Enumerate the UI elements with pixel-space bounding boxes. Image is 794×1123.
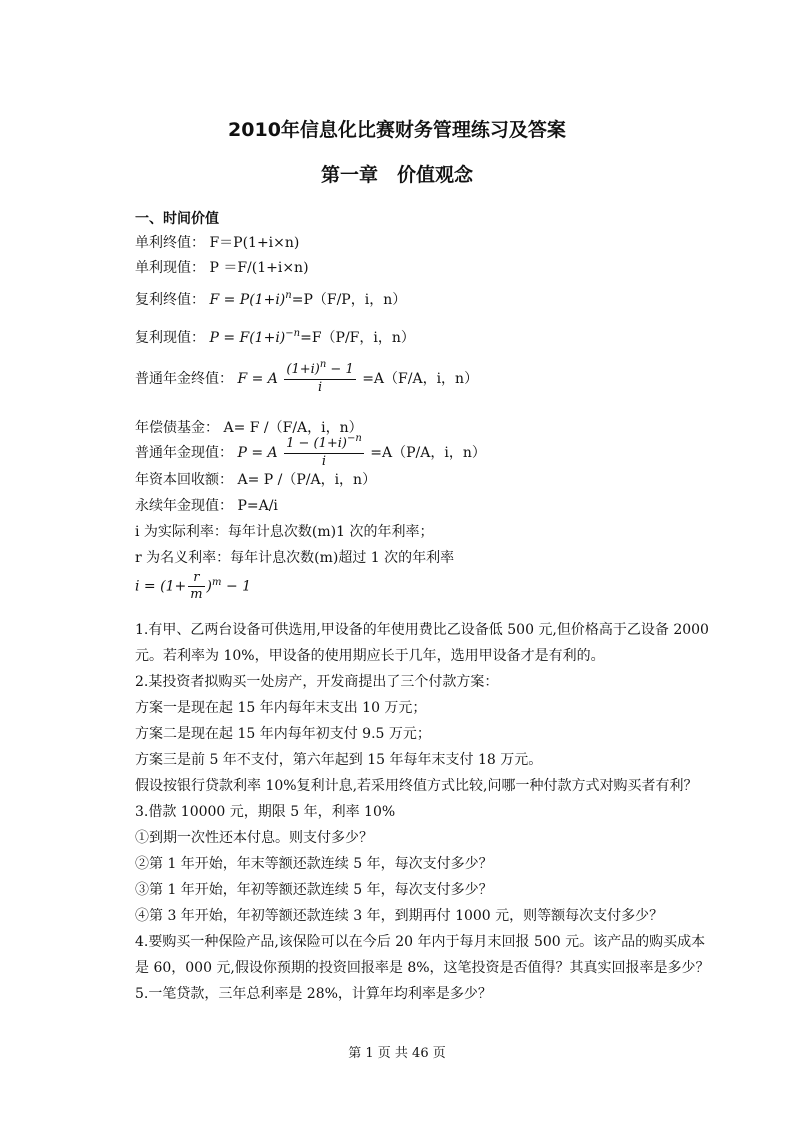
formula-exponent: −n	[285, 328, 301, 339]
formula-label: 复利终值：	[135, 292, 205, 308]
capital-recovery-formula	[135, 470, 376, 490]
simple-pv-formula	[135, 258, 309, 278]
page-footer: 第 1 页 共 46 页	[348, 1046, 446, 1061]
formula-expression: P=A/i	[237, 498, 278, 514]
formula-rhs: =F（P/F，i，n）	[300, 330, 415, 346]
problem-line: 假设按银行贷款利率 10%复利计息,若采用终值方式比较,问哪一种付款方式对购买者有利？	[135, 778, 698, 794]
document-title: 2010年信息化比赛财务管理练习及答案	[228, 119, 566, 141]
annuity-fv-formula	[135, 359, 479, 396]
formula-label: 单利现值：	[135, 260, 205, 276]
formula-lhs: F = P	[209, 292, 250, 308]
numerator-exponent: n	[319, 359, 327, 370]
formula-base: (1+i)	[249, 330, 286, 346]
fraction-numerator	[284, 359, 355, 380]
formula-exponent: m	[212, 576, 222, 588]
nominal-rate-note: r 为名义利率：每年计息次数(m)超过 1 次的年利率	[135, 550, 455, 566]
problem-line: 方案二是现在起 15 年内每年初支付 9.5 万元；	[135, 726, 431, 742]
fraction-denominator: i	[317, 380, 323, 395]
perpetuity-formula	[135, 496, 278, 516]
problem-line: 方案一是现在起 15 年内每年末支出 10 万元；	[135, 700, 427, 716]
fraction	[188, 570, 204, 603]
problem-line: 是 60，000 元,假设你预期的投资回报率是 8%，这笔投资是否值得？其真实回报率是多少？	[135, 960, 710, 976]
formula-tail: − 1	[221, 578, 252, 595]
problem-line: ①到期一次性还本付息。则支付多少？	[135, 830, 373, 846]
numerator-base: (1+i)	[286, 362, 320, 377]
rate-conversion-formula: i = (1+ $\frac{r}{m}$ )$^m$ − 1	[135, 570, 252, 602]
fraction-denominator: m	[190, 587, 203, 602]
fraction-denominator: i	[321, 454, 327, 469]
section-heading: 一、时间价值	[135, 211, 219, 227]
problem-line: 方案三是前 5 年不支付，第六年起到 15 年每年末支付 18 万元。	[135, 752, 543, 768]
fraction-numerator: r	[188, 570, 204, 587]
formula-label: 普通年金终值：	[135, 371, 233, 387]
annuity-pv-formula	[135, 433, 486, 470]
effective-rate-note: i 为实际利率：每年计息次数(m)1 次的年利率；	[135, 524, 434, 540]
formula-expression: P ＝F/(1+i×n)	[209, 260, 309, 276]
fraction	[284, 359, 355, 396]
numerator-head: 1 − (1+i)	[286, 436, 347, 451]
formula-label: 复利现值：	[135, 330, 205, 346]
formula-expression: A= P /（P/A，i，n）	[237, 472, 377, 488]
formula-exponent: n	[285, 290, 292, 301]
formula-rhs: =A（P/A，i，n）	[370, 445, 486, 461]
fraction	[284, 433, 364, 470]
formula-label: 年偿债基金：	[135, 420, 219, 436]
formula-expression: F＝P(1+i×n)	[209, 235, 300, 251]
formula-rhs: =A（F/A，i，n）	[362, 371, 479, 387]
problem-line: 2.某投资者拟购买一处房产，开发商提出了三个付款方案：	[135, 674, 499, 690]
problem-line: 元。若利率为 10%，甲设备的使用期应长于几年，选用甲设备才是有利的。	[135, 648, 605, 664]
problem-line: 4.要购买一种保险产品,该保险可以在今后 20 年内于每月末回报 500 元。该产品的购买成本	[135, 934, 706, 950]
chapter-title: 第一章 价值观念	[320, 164, 473, 186]
formula-expression: A= F /（F/A，i，n）	[223, 420, 363, 436]
simple-fv-formula	[135, 233, 299, 253]
formula-label: 年资本回收额：	[135, 472, 233, 488]
compound-pv-formula	[135, 328, 415, 350]
sinking-fund-formula	[135, 418, 363, 438]
problem-line: 3.借款 10000 元，期限 5 年，利率 10%	[135, 804, 396, 820]
problem-line: ③第 1 年开始，年初等额还款连续 5 年，每次支付多少？	[135, 882, 493, 898]
numerator-tail: − 1	[326, 362, 354, 377]
problem-line: 1.有甲、乙两台设备可供选用,甲设备的年使用费比乙设备低 500 元,但价格高于乙设备 2000	[135, 622, 709, 638]
numerator-exponent: −n	[346, 433, 362, 444]
problem-line: ④第 3 年开始，年初等额还款连续 3 年，到期再付 1000 元，则等额每次支付多少？	[135, 908, 664, 924]
formula-rhs: =P（F/P，i，n）	[291, 292, 407, 308]
formula-base: (1+i)	[249, 292, 286, 308]
fraction-numerator	[284, 433, 364, 454]
formula-label: 普通年金现值：	[135, 445, 233, 461]
problem-line: ②第 1 年开始，年末等额还款连续 5 年，每次支付多少？	[135, 856, 493, 872]
formula-lhs: P = A	[237, 445, 278, 461]
formula-lhs: i = (1+	[135, 578, 187, 595]
formula-lhs: F = A	[237, 371, 278, 387]
formula-label: 永续年金现值：	[135, 498, 233, 514]
compound-fv-formula	[135, 290, 406, 312]
formula-lhs: P = F	[209, 330, 250, 346]
formula-label: 单利终值：	[135, 235, 205, 251]
problem-line: 5.一笔贷款，三年总利率是 28%，计算年均利率是多少？	[135, 986, 492, 1002]
